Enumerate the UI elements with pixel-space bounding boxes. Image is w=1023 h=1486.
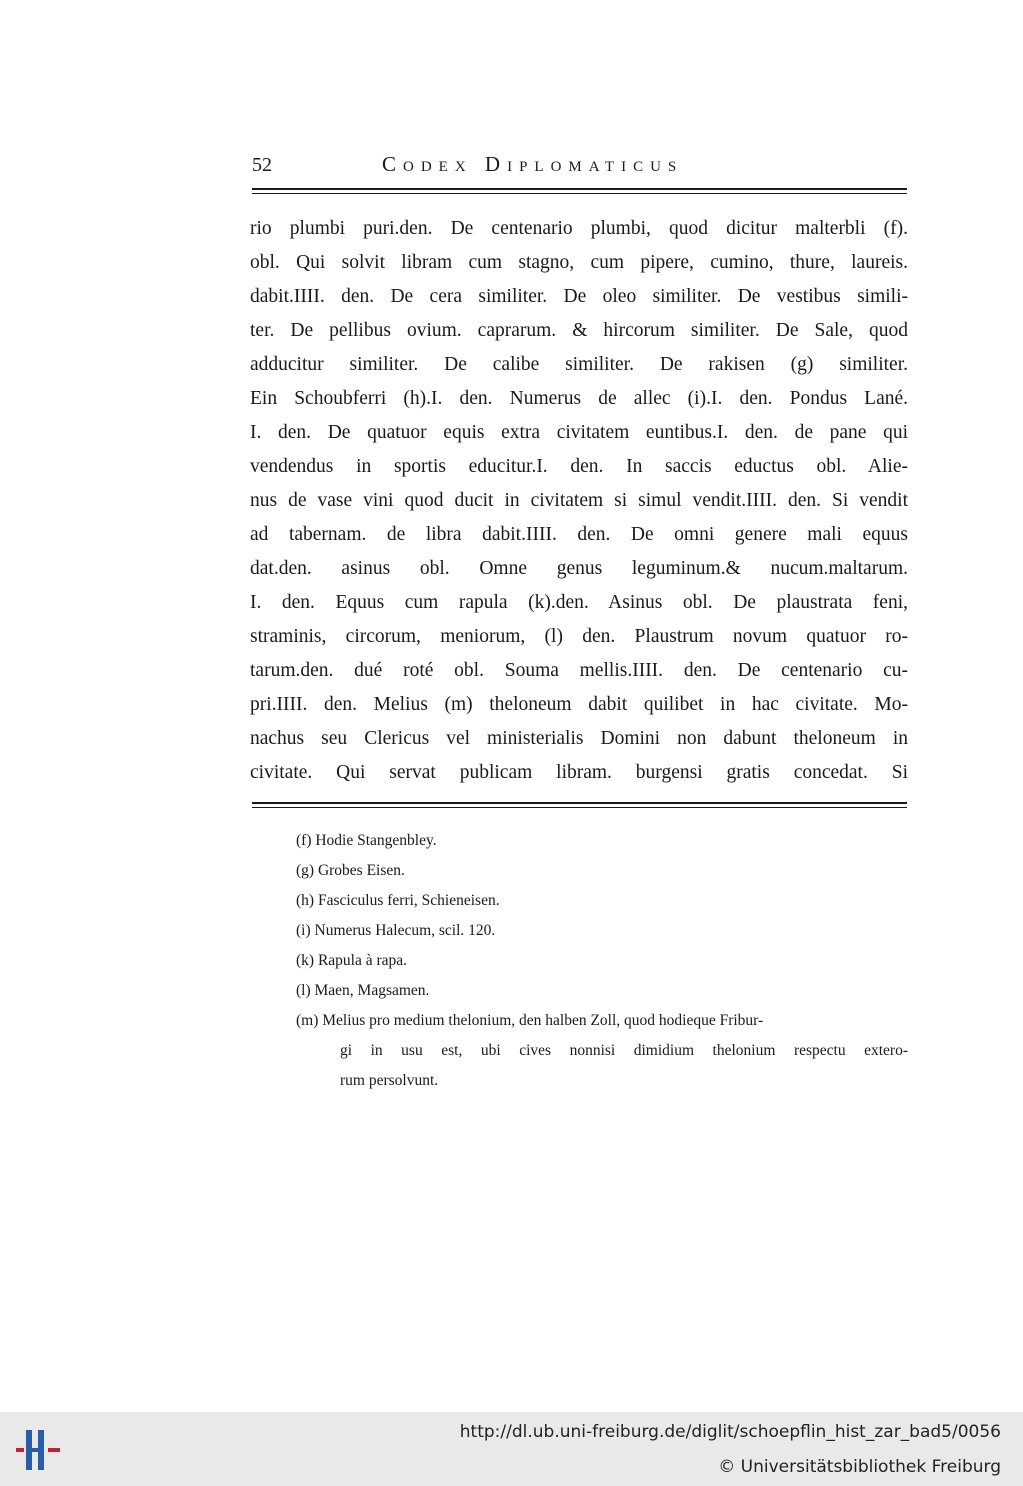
body-line: vendendus in sportis educitur.I. den. In saccis eductus obl. Alie- bbox=[250, 456, 908, 477]
body-line: Ein Schoubferri (h).I. den. Numerus de allec (i).I. den. Pondus Lané. bbox=[250, 388, 908, 409]
footnote-m-continuation: gi in usu est, ubi cives nonnisi dimidium thelonium respectu extero- bbox=[340, 1042, 908, 1059]
body-line: pri.IIII. den. Melius (m) theloneum dabit quilibet in hac civitate. Mo- bbox=[250, 694, 908, 715]
body-text bbox=[250, 212, 908, 790]
header-rule-thin bbox=[252, 193, 907, 194]
footnote-m-continuation: rum persolvunt. bbox=[340, 1072, 439, 1089]
body-line: dabit.IIII. den. De cera similiter. De oleo similiter. De vestibus simili- bbox=[250, 286, 908, 307]
body-line: rio plumbi puri.den. De centenario plumbi, quod dicitur malterbli (f). bbox=[250, 218, 908, 239]
page-header bbox=[252, 150, 907, 180]
permalink-url[interactable]: http://dl.ub.uni-freiburg.de/diglit/schoepflin_hist_zar_bad5/0056 bbox=[459, 1422, 1001, 1442]
footnote-m: (m) Melius pro medium thelonium, den halben Zoll, quod hodieque Fribur- bbox=[296, 1012, 764, 1029]
body-line: ter. De pellibus ovium. caprarum. & hircorum similiter. De Sale, quod bbox=[250, 320, 908, 341]
body-line: I. den. De quatuor equis extra civitatem euntibus.I. den. de pane qui bbox=[250, 422, 908, 443]
body-line: dat.den. asinus obl. Omne genus leguminum.& nucum.maltarum. bbox=[250, 558, 908, 579]
body-line: ad tabernam. de libra dabit.IIII. den. De omni genere mali equus bbox=[250, 524, 908, 545]
footnote-f: (f) Hodie Stangenbley. bbox=[296, 832, 437, 849]
footnotes bbox=[296, 826, 908, 1096]
footnote-rule-thin bbox=[252, 807, 907, 808]
copyright-notice: © Universitätsbibliothek Freiburg bbox=[718, 1457, 1001, 1477]
footnote-k: (k) Rapula à rapa. bbox=[296, 952, 408, 969]
header-rule bbox=[252, 188, 907, 190]
footnote-rule bbox=[252, 802, 907, 804]
body-line: nachus seu Clericus vel ministerialis Domini non dabunt theloneum in bbox=[250, 728, 908, 749]
viewer-footer bbox=[0, 1412, 1023, 1486]
footnote-h: (h) Fasciculus ferri, Schieneisen. bbox=[296, 892, 500, 909]
body-line: I. den. Equus cum rapula (k).den. Asinus obl. De plaustrata feni, bbox=[250, 592, 908, 613]
footnote-g: (g) Grobes Eisen. bbox=[296, 862, 405, 879]
body-line: civitate. Qui servat publicam libram. burgensi gratis concedat. Si bbox=[250, 762, 908, 783]
ub-freiburg-logo bbox=[14, 1426, 64, 1474]
footnote-i: (i) Numerus Halecum, scil. 120. bbox=[296, 922, 496, 939]
body-line: adducitur similiter. De calibe similiter. De rakisen (g) similiter. bbox=[250, 354, 908, 375]
body-line: tarum.den. dué roté obl. Souma mellis.IIII. den. De centenario cu- bbox=[250, 660, 908, 681]
body-line: straminis, circorum, meniorum, (l) den. Plaustrum novum quatuor ro- bbox=[250, 626, 908, 647]
body-line: obl. Qui solvit libram cum stagno, cum pipere, cumino, thure, laureis. bbox=[250, 252, 908, 273]
body-line: nus de vase vini quod ducit in civitatem si simul vendit.IIII. den. Si vendit bbox=[250, 490, 908, 511]
page-number: 52 bbox=[252, 154, 272, 176]
running-title: Codex Diplomaticus bbox=[382, 152, 684, 176]
footnote-l: (l) Maen, Magsamen. bbox=[296, 982, 430, 999]
